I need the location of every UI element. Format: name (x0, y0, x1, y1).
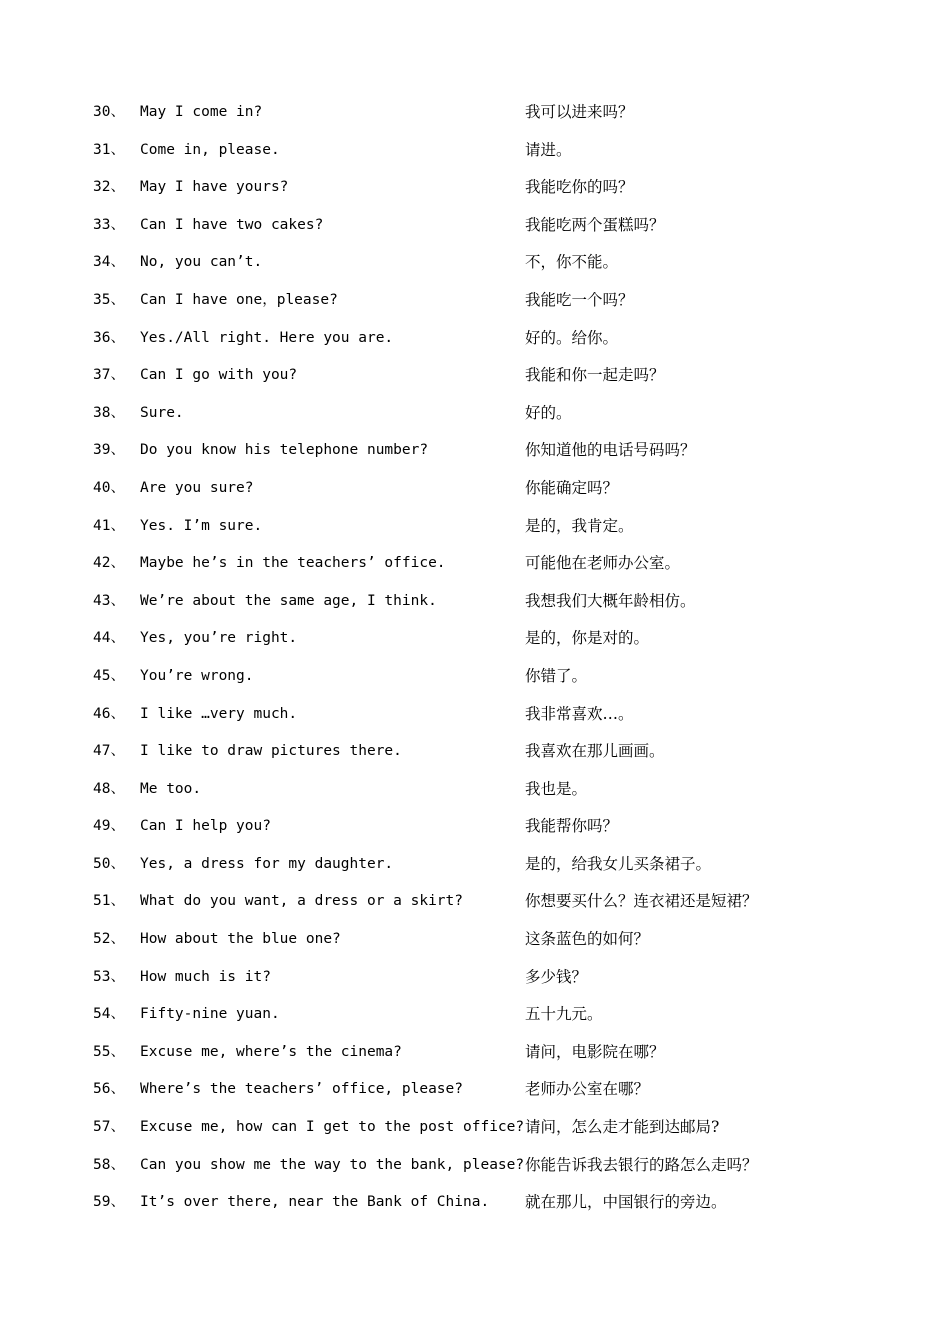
chinese-translation: 多少钱？ (525, 967, 588, 986)
english-phrase: No, you can’t. (140, 254, 263, 271)
phrase-number: 32、 (93, 179, 125, 196)
phrase-number: 47、 (93, 743, 125, 760)
phrase-number: 33、 (93, 216, 125, 233)
phrase-list (93, 99, 893, 1227)
english-phrase: Do you know his telephone number? (140, 442, 429, 459)
phrase-row (93, 137, 893, 175)
english-phrase: What do you want, a dress or a skirt? (140, 893, 464, 910)
phrase-row (93, 1039, 893, 1077)
chinese-translation: 你能确定吗？ (525, 478, 619, 497)
chinese-translation: 你能告诉我去银行的路怎么走吗？ (525, 1155, 758, 1174)
english-phrase: We’re about the same age, I think. (140, 592, 437, 609)
chinese-translation: 这条蓝色的如何？ (525, 930, 650, 949)
english-phrase: Yes, you’re right. (140, 630, 298, 647)
phrase-number: 34、 (93, 254, 125, 271)
phrase-row (93, 625, 893, 663)
chinese-translation: 我喜欢在那儿画画。 (525, 742, 665, 761)
english-phrase: Sure. (140, 404, 184, 421)
phrase-row (93, 249, 893, 287)
phrase-number: 53、 (93, 968, 125, 985)
chinese-translation: 我也是。 (525, 779, 588, 798)
phrase-row (93, 1076, 893, 1114)
chinese-translation: 我能吃你的吗？ (525, 178, 634, 197)
phrase-number: 38、 (93, 404, 125, 421)
phrase-row (93, 1189, 893, 1227)
phrase-row (93, 325, 893, 363)
phrase-row (93, 851, 893, 889)
phrase-number: 56、 (93, 1081, 125, 1098)
phrase-number: 59、 (93, 1194, 125, 1211)
english-phrase: Me too. (140, 780, 202, 797)
phrase-number: 41、 (93, 517, 125, 534)
phrase-row (93, 964, 893, 1002)
phrase-number: 49、 (93, 818, 125, 835)
english-phrase: Yes, a dress for my daughter. (140, 855, 394, 872)
phrase-row (93, 888, 893, 926)
phrase-row (93, 588, 893, 626)
chinese-translation: 是的，给我女儿买条裙子。 (525, 854, 712, 873)
english-phrase: I like to draw pictures there. (140, 743, 402, 760)
english-phrase: How about the blue one? (140, 931, 341, 948)
phrase-row (93, 1152, 893, 1190)
phrase-number: 51、 (93, 893, 125, 910)
phrase-row (93, 287, 893, 325)
english-phrase: Can I have one，please? (140, 291, 338, 308)
phrase-row (93, 362, 893, 400)
english-phrase: I like …very much. (140, 705, 298, 722)
chinese-translation: 我能吃一个吗？ (525, 290, 634, 309)
phrase-row (93, 400, 893, 438)
phrase-number: 45、 (93, 667, 125, 684)
phrase-number: 46、 (93, 705, 125, 722)
english-phrase: Excuse me, where’s the cinema? (140, 1043, 402, 1060)
phrase-number: 50、 (93, 855, 125, 872)
english-phrase: Come in, please. (140, 141, 280, 158)
chinese-translation: 请问，怎么走才能到达邮局? (525, 1118, 720, 1137)
phrase-number: 30、 (93, 104, 125, 120)
chinese-translation: 请问，电影院在哪？ (525, 1042, 665, 1061)
english-phrase: Can I have two cakes? (140, 216, 324, 233)
chinese-translation: 是的，你是对的。 (525, 629, 650, 648)
phrase-row (93, 926, 893, 964)
chinese-translation: 老师办公室在哪？ (525, 1080, 650, 1099)
english-phrase: Can I go with you? (140, 367, 298, 384)
english-phrase: Excuse me, how can I get to the post office? (140, 1119, 525, 1136)
english-phrase: You’re wrong. (140, 667, 254, 684)
phrase-row (93, 212, 893, 250)
phrase-row (93, 701, 893, 739)
chinese-translation: 好的。 (525, 403, 572, 422)
phrase-row (93, 475, 893, 513)
phrase-row (93, 550, 893, 588)
phrase-row (93, 813, 893, 851)
english-phrase: Are you sure? (140, 479, 254, 496)
phrase-number: 42、 (93, 555, 125, 572)
phrase-number: 43、 (93, 592, 125, 609)
phrase-number: 52、 (93, 931, 125, 948)
phrase-row (93, 174, 893, 212)
english-phrase: Can I help you? (140, 818, 271, 835)
chinese-translation: 五十九元。 (525, 1005, 603, 1024)
chinese-translation: 你想要买什么？连衣裙还是短裙？ (525, 892, 758, 911)
chinese-translation: 就在那儿，中国银行的旁边。 (525, 1193, 727, 1212)
phrase-row (93, 99, 893, 137)
phrase-number: 37、 (93, 367, 125, 384)
english-phrase: Can you show me the way to the bank, please? (140, 1156, 525, 1173)
english-phrase: Yes. I’m sure. (140, 517, 263, 534)
phrase-row (93, 1114, 893, 1152)
phrase-row (93, 437, 893, 475)
chinese-translation: 我非常喜欢…。 (525, 704, 634, 723)
english-phrase: Maybe he’s in the teachers’ office. (140, 555, 446, 572)
chinese-translation: 我能帮你吗？ (525, 817, 619, 836)
chinese-translation: 请进。 (525, 140, 572, 159)
chinese-translation: 我能和你一起走吗？ (525, 366, 665, 385)
chinese-translation: 你错了。 (525, 666, 588, 685)
phrase-row (93, 513, 893, 551)
english-phrase: May I have yours? (140, 179, 289, 196)
chinese-translation: 好的。给你。 (525, 328, 619, 347)
phrase-number: 48、 (93, 780, 125, 797)
chinese-translation: 我能吃两个蛋糕吗？ (525, 215, 665, 234)
phrase-number: 31、 (93, 141, 125, 158)
chinese-translation: 你知道他的电话号码吗？ (525, 441, 696, 460)
phrase-number: 39、 (93, 442, 125, 459)
chinese-translation: 我可以进来吗？ (525, 103, 634, 121)
phrase-row (93, 776, 893, 814)
phrase-row (93, 738, 893, 776)
chinese-translation: 是的，我肯定。 (525, 516, 634, 535)
english-phrase: It’s over there, near the Bank of China. (140, 1194, 490, 1211)
phrase-number: 55、 (93, 1043, 125, 1060)
english-phrase: How much is it? (140, 968, 271, 985)
phrase-row (93, 1001, 893, 1039)
chinese-translation: 我想我们大概年龄相仿。 (525, 591, 696, 610)
phrase-number: 40、 (93, 479, 125, 496)
phrase-number: 35、 (93, 291, 125, 308)
phrase-number: 57、 (93, 1119, 125, 1136)
phrase-number: 36、 (93, 329, 125, 346)
chinese-translation: 可能他在老师办公室。 (525, 554, 681, 573)
chinese-translation: 不，你不能。 (525, 253, 619, 272)
phrase-row (93, 663, 893, 701)
phrase-number: 44、 (93, 630, 125, 647)
english-phrase: May I come in? (140, 104, 263, 120)
english-phrase: Fifty-nine yuan. (140, 1006, 280, 1023)
english-phrase: Where’s the teachers’ office, please? (140, 1081, 464, 1098)
english-phrase: Yes./All right. Here you are. (140, 329, 394, 346)
phrase-number: 58、 (93, 1156, 125, 1173)
phrase-number: 54、 (93, 1006, 125, 1023)
